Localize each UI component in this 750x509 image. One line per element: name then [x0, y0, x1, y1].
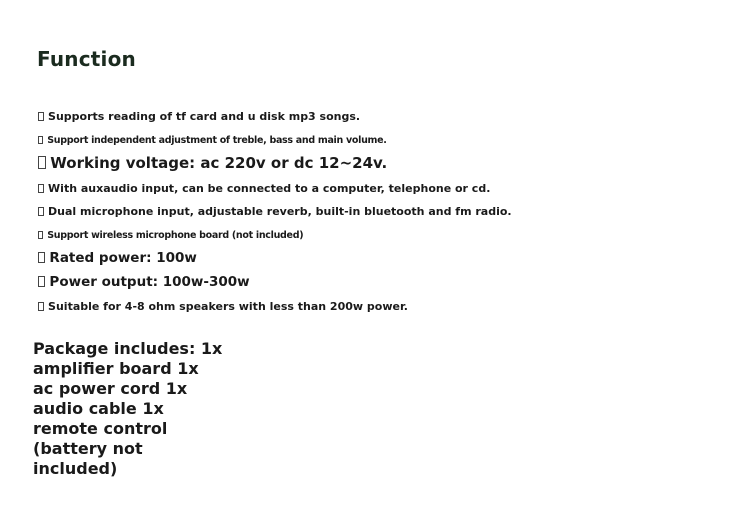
- feature-item-rated-power: [38, 250, 197, 266]
- package-includes: Package includes: 1x amplifier board 1x ac power cord 1x audio cable 1x remote control (battery not included): [33, 339, 223, 478]
- feature-item-tf-card: [38, 110, 360, 123]
- feature-item-tone-adjust: [38, 135, 387, 146]
- feature-item-voltage: [38, 154, 387, 172]
- feature-text: Working voltage: ac 220v or dc 12~24v.: [50, 154, 388, 172]
- feature-item-aux-input: [38, 182, 490, 195]
- feature-text: Supports reading of tf card and u disk mp3 songs.: [48, 110, 361, 123]
- feature-item-speakers: [38, 300, 408, 313]
- feature-item-wireless-mic: [38, 230, 303, 241]
- feature-text: Suitable for 4-8 ohm speakers with less than 200w power.: [48, 300, 408, 313]
- feature-item-microphone: [38, 205, 512, 218]
- feature-text: Support wireless microphone board (not included): [47, 230, 304, 241]
- bullet-icon: [38, 156, 46, 169]
- bullet-icon: [38, 252, 45, 263]
- bullet-icon: [38, 276, 45, 287]
- feature-text: Power output: 100w-300w: [49, 274, 250, 290]
- bullet-icon: [38, 112, 44, 121]
- bullet-icon: [38, 136, 43, 144]
- feature-text: Support independent adjustment of treble, bass and main volume.: [47, 135, 387, 146]
- feature-item-power-output: [38, 274, 250, 290]
- feature-text: Rated power: 100w: [49, 250, 197, 266]
- feature-text: With auxaudio input, can be connected to a computer, telephone or cd.: [48, 182, 491, 195]
- bullet-icon: [38, 207, 44, 216]
- bullet-icon: [38, 184, 44, 193]
- feature-text: Dual microphone input, adjustable reverb, built-in bluetooth and fm radio.: [48, 205, 512, 218]
- function-heading: Function: [37, 47, 136, 71]
- bullet-icon: [38, 302, 44, 311]
- bullet-icon: [38, 231, 43, 239]
